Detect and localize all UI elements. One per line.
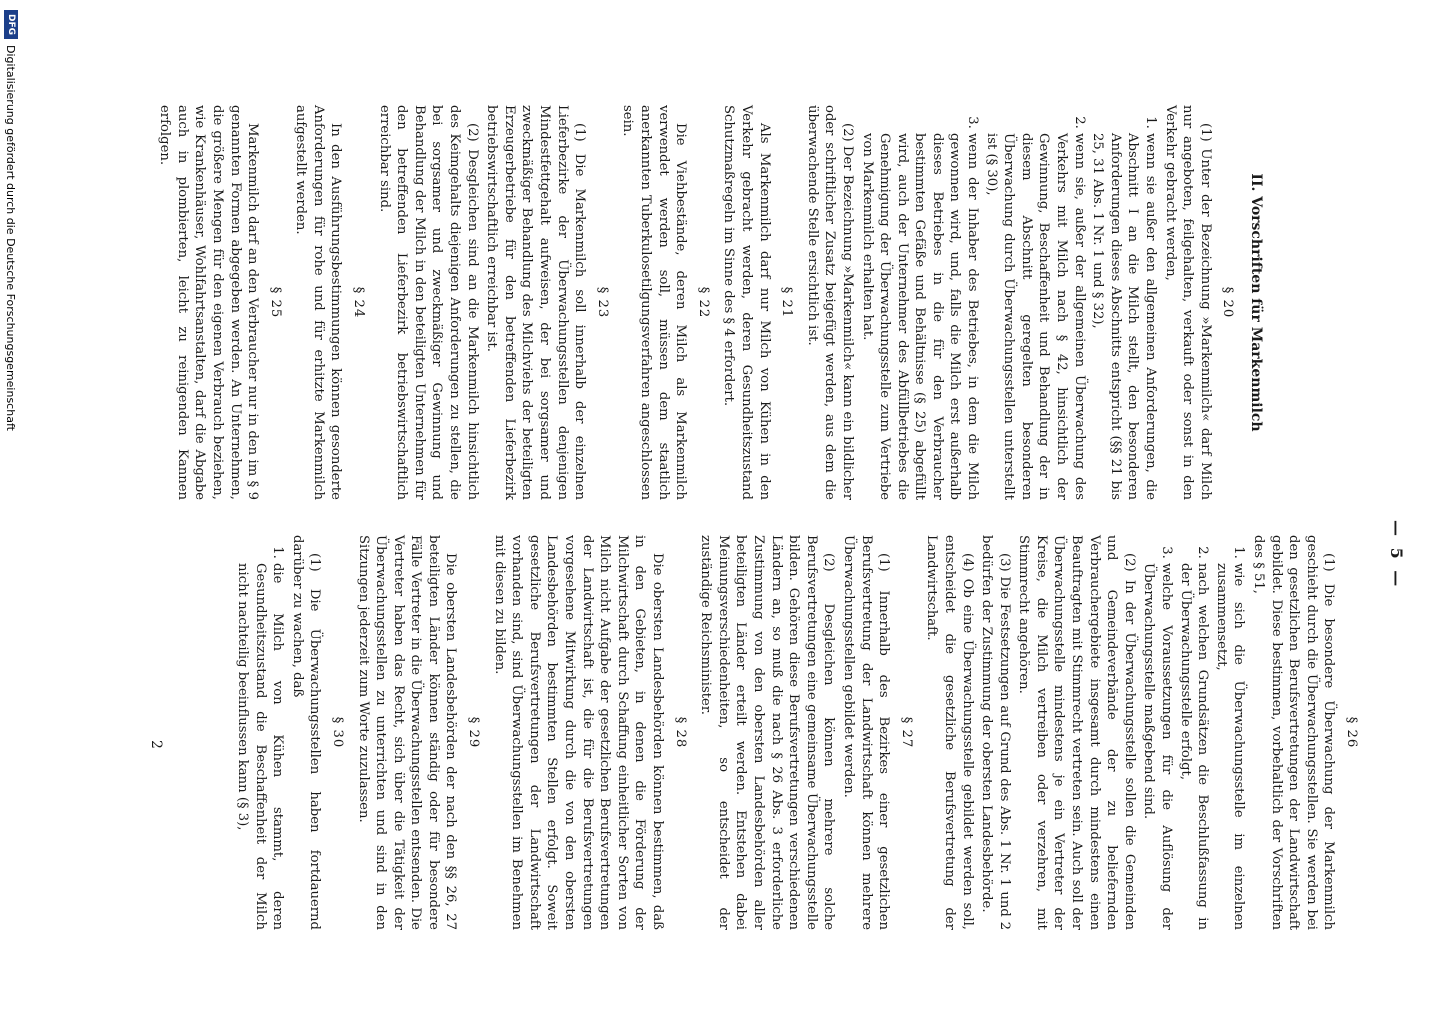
paragraph: (1) Innerhalb des Bezirkes einer gesetzlichen Berufsvertretung der Landwirtschaft können mehrere Überwachungsstellen gebildet werden. xyxy=(840,535,892,930)
numbered-list xyxy=(1140,535,1248,930)
page-number: — 5 — xyxy=(1387,520,1406,590)
left-column xyxy=(154,105,1264,500)
paragraph: (2) Desgleichen können mehrere solche Berufsvertretungen eine gemeinsame Überwachungsstelle bilden. Gehören diese Berufsvertretungen verschiedenen Ländern an, so muß die nach § 26 Abs. 3 erforderliche Zustimmung von den obersten Landesbehörden aller beteiligten Länder erteilt werden. Entstehen dabei Meinungsverschiedenheiten, so entscheidet der zuständige Reichsminister. xyxy=(698,535,837,930)
section-heading-25: § 25 xyxy=(267,286,283,319)
digitization-credit xyxy=(0,10,22,1010)
section-heading-27: § 27 xyxy=(898,716,914,749)
paragraph: (3) Die Festsetzungen auf Grund des Abs. 1 Nr. 1 und 2 bedürfen der Zustimmung der obersten Landesbehörde. xyxy=(979,535,1012,930)
section-heading-21: § 21 xyxy=(779,286,795,319)
section-heading-23: § 23 xyxy=(594,286,610,319)
list-item: 2. nach welchen Grundsätzen die Beschlußfassung in der Überwachungsstelle erfolgt, xyxy=(1176,563,1211,930)
list-item: 3. wenn der Inhaber des Betriebes, in dem die Milch gewonnen wird, und, falls die Milch erst außerhalb dieses Betriebes in die für den Verbraucher bestimmten Gefäße und Behältnisse (§ 25) abgefüllt wird, auch der Unternehmer des Abfüllbetriebes die Genehmigung der Überwachungsstelle zum Vertriebe von Markenmilch erhalten hat. xyxy=(858,133,981,500)
section-heading-20: § 20 xyxy=(1220,286,1236,319)
paragraph: (1) Die Überwachungsstellen haben fortdauernd darüber zu wachen, daß xyxy=(289,535,323,930)
section-heading-22: § 22 xyxy=(695,286,711,319)
list-item: 2. wenn sie, außer der allgemeinen Überwachung des Verkehrs mit Milch nach § 42, hinsichtlich der Gewinnung, Beschaffenheit und Behandlung der in diesem Abschnitt geregelten besonderen Überwachung durch Überwachungsstellen unterstellt ist (§ 30), xyxy=(982,133,1088,500)
paragraph: (1) Die besondere Überwachung der Markenmilch geschieht durch die Überwachungsstellen. Sie werden bei den gesetzlichen Berufsvertretungen der Landwirtschaft gebildet. Diese bestimmen, vorbehaltlich der Vorschriften des § 51, xyxy=(1251,535,1337,930)
paragraph: Markenmilch darf an den Verbraucher nur in den im § 9 genannten Formen abgegeben werden. An Unternehmen, die größere Mengen für den eigenen Verbrauch beziehen, wie Krankenhäuser, Wohlfahrtsanstalten, darf die Abgabe auch in plombierten, leicht zu reinigenden Kannen erfolgen. xyxy=(157,105,261,500)
numbered-list xyxy=(858,105,1159,500)
section-heading-28: § 28 xyxy=(672,716,688,749)
list-item: 1. die Milch von Kühen stammt, deren Gesundheitszustand die Beschaffenheit der Milch nicht nachteilig beeinflussen kann (§ 3), xyxy=(233,563,286,930)
list-item: 1. wie sich die Überwachungsstelle im einzelnen zusammensetzt, xyxy=(1212,563,1247,930)
section-heading-29: § 29 xyxy=(466,716,482,749)
list-item: 1. wenn sie außer den allgemeinen Anforderungen, die Abschnitt I an die Milch stellt, den besonderen Anforderungen dieses Abschnitts entspricht (§§ 21 bis 25, 31 Abs. 1 Nr. 1 und § 32), xyxy=(1089,133,1159,500)
paragraph: (1) Unter der Bezeichnung »Markenmilch« darf Milch nur angeboten, feilgehalten, verkauft oder sonst in den Verkehr gebracht werden, xyxy=(1162,105,1213,500)
signature-mark: 2 xyxy=(148,740,164,749)
dfg-logo: DFG xyxy=(4,10,18,39)
paragraph: Die Viehbestände, deren Milch als Markenmilch verwendet werden soll, müssen dem staatlich anerkannten Tuberkulosetilgungsverfahren angeschlossen sein. xyxy=(620,105,689,500)
paragraph: Die obersten Landesbehörden der nach den §§ 26, 27 beteiligten Länder können ständig oder für besondere Fälle Vertreter in die Überwachungsstellen entsenden. Die Vertreter haben das Recht, sich über die Tätigkeit der Überwachungsstellen zu unterrichten und sind in den Sitzungen jederzeit zum Worte zuzulassen. xyxy=(355,535,459,930)
right-column xyxy=(231,535,1368,930)
list-item: 3. welche Voraussetzungen für die Auflösung der Überwachungsstelle maßgebend sind. xyxy=(1140,563,1175,930)
paragraph: (2) Der Bezeichnung »Markenmilch« kann ein bildlicher oder schriftlicher Zusatz beigefügt werden, aus dem die überwachende Stelle ersichtlich ist. xyxy=(804,105,855,500)
paragraph: (4) Ob eine Überwachungsstelle gebildet werden soll, entscheidet die gesetzliche Berufsvertretung der Landwirtschaft. xyxy=(924,535,975,930)
section-heading-26: § 26 xyxy=(1344,716,1359,749)
paragraph: In den Ausführungsbestimmungen können gesonderte Anforderungen für rohe und für erhitzte Markenmilch aufgestellt werden. xyxy=(293,105,344,500)
paragraph: Als Markenmilch darf nur Milch von Kühen in den Verkehr gebracht werden, deren Gesundheitszustand Schutzmaßregeln im Sinne des § 4 erfordert. xyxy=(721,105,772,500)
credit-text: Digitalisierung gefördert durch die Deutsche Forschungsgemeinschaft xyxy=(4,45,18,431)
paragraph: (2) Desgleichen sind an die Markenmilch hinsichtlich des Keimgehalts diejenigen Anforderungen zu stellen, die bei sorgsamer und zweckmäßiger Gewinnung und Behandlung der Milch in den beteiligten Unternehmen für den betreffenden Lieferbezirk betriebswirtschaftlich erreichbar sind. xyxy=(376,105,480,500)
paragraph: Die obersten Landesbehörden können bestimmen, daß in den Gebieten, in denen die Förderung der Milchwirtschaft durch Schaffung einheitlicher Sorten von Milch nicht Aufgabe der gesetzlichen Berufsvertretungen der Landwirtschaft ist, die für die Berufsvertretungen vorgesehene Mitwirkung durch die von den obersten Landesbehörden bestimmten Stellen erfolgt. Soweit gesetzliche Berufsvertretungen der Landwirtschaft vorhanden sind, sind Überwachungsstellen im Benehmen mit diesen zu bilden. xyxy=(491,535,666,930)
numbered-list xyxy=(233,535,286,930)
section-heading-24: § 24 xyxy=(351,286,367,319)
paragraph: (1) Die Markenmilch soll innerhalb der einzelnen Lieferbezirke der Überwachungsstellen denjenigen Mindestfettgehalt aufweisen, der bei sorgsamer und zweckmäßiger Behandlung des Milchviehs der beteiligten Erzeugerbetriebe für den betreffenden Lieferbezirk betriebswirtschaftlich erreichbar ist. xyxy=(484,105,588,500)
chapter-title: II. Vorschriften für Markenmilch xyxy=(1248,173,1264,432)
section-heading-30: § 30 xyxy=(329,716,345,749)
paragraph: (2) In der Überwachungsstelle sollen die Gemeinden und Gemeindeverbände der zu beliefernden Verbrauchergebiete insgesamt durch mindestens einen Beauftragten mit Stimmrecht vertreten sein. Auch soll der Überwachungsstelle mindestens je ein Vertreter der Kreise, die Milch vertreiben oder verzehren, mit Stimmrecht angehören. xyxy=(1016,535,1137,930)
